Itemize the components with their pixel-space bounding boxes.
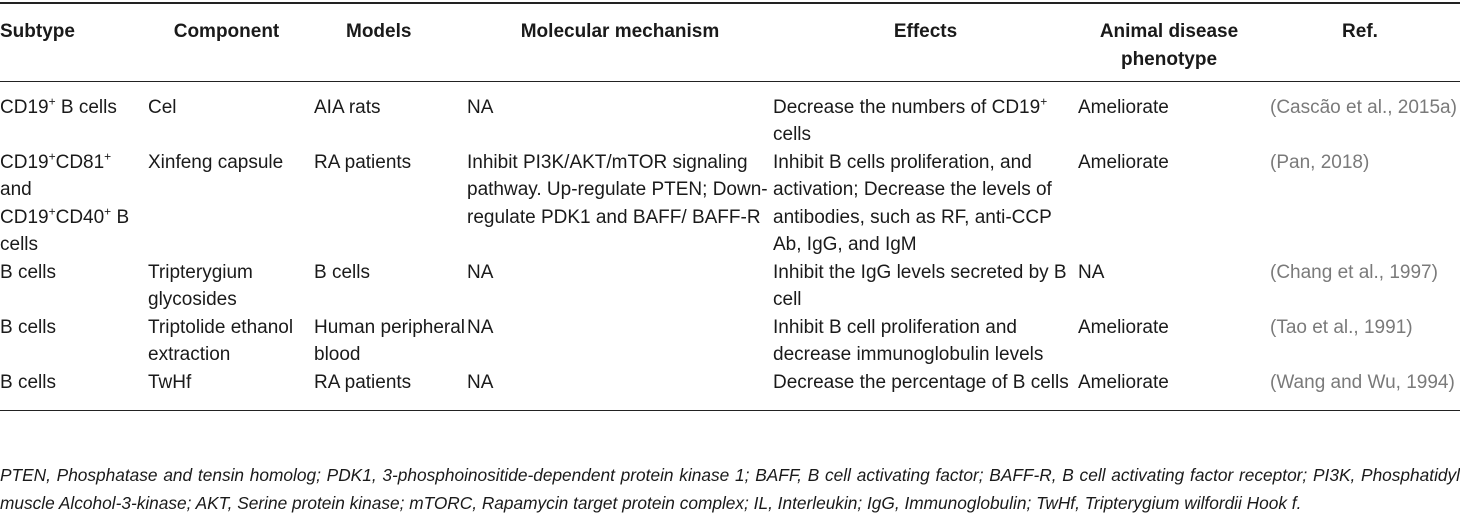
cell-component: Cel [148, 96, 177, 118]
header-effects: Effects [773, 3, 1078, 81]
cell-mechanism: NA [467, 316, 494, 338]
cell-mechanism: NA [467, 369, 773, 411]
table-row [0, 314, 1460, 369]
cell-mechanism: NA [467, 96, 494, 118]
cell-models: RA patients [314, 151, 412, 173]
header-row [0, 3, 1460, 81]
cell-phenotype: NA [1078, 261, 1105, 283]
header-mechanism: Molecular mechanism [467, 3, 773, 81]
cell-phenotype: Ameliorate [1078, 151, 1169, 173]
cell-subtype: CD19+CD81+ and CD19+CD40+ B cells [0, 149, 130, 255]
table-row [0, 259, 1460, 314]
cell-models: B cells [314, 261, 370, 283]
header-phenotype-line2: phenotype [1120, 48, 1218, 70]
cell-effects: Inhibit B cell proliferation and decrease immunoglobulin levels [773, 316, 1044, 365]
cell-subtype: B cells [0, 316, 56, 338]
cell-subtype: B cells [0, 369, 139, 411]
cell-mechanism: NA [467, 261, 494, 283]
cell-effects: Decrease the numbers of CD19+ cells [773, 94, 1048, 145]
cell-effects: Inhibit B cells proliferation, and activation; Decrease the levels of antibodies, such as RF, anti-CCP Ab, IgG, and IgM [773, 151, 1052, 255]
cell-effects: Decrease the percentage of B cells [773, 369, 1078, 411]
table-row [0, 369, 1460, 411]
cell-ref: (Chang et al., 1997) [1270, 261, 1438, 283]
table-row [0, 81, 1460, 149]
cell-phenotype: Ameliorate [1078, 316, 1169, 338]
header-models: Models [314, 3, 467, 81]
cell-subtype: CD19+ B cells [0, 94, 117, 118]
header-phenotype [1078, 3, 1260, 81]
cell-ref: (Cascão et al., 2015a) [1270, 96, 1457, 118]
cell-ref: (Pan, 2018) [1270, 151, 1370, 173]
table-footnote: PTEN, Phosphatase and tensin homolog; PDK1, 3-phosphoinositide-dependent protein kinase 1; BAFF, B cell activating factor; BAFF-R, B cell activating factor receptor; PI3K, Phosphatidyl muscle Alcohol-3-kinase; AKT, Serine protein kinase; mTORC, Rapamycin target protein complex; IL, Interleukin; IgG, Immunoglobulin; TwHf, Tripterygium wilfordii Hook f. [0, 465, 1460, 513]
cell-component: TwHf [139, 369, 314, 411]
data-table [0, 2, 1460, 411]
cell-mechanism: Inhibit PI3K/AKT/mTOR signaling pathway. Up-regulate PTEN; Down-regulate PDK1 and BAFF/ BAFF-R [467, 151, 768, 228]
header-subtype: Subtype [0, 3, 139, 81]
cell-subtype: B cells [0, 261, 56, 283]
header-ref: Ref. [1260, 3, 1460, 81]
table-row [0, 149, 1460, 259]
cell-component: Tripterygium glycosides [148, 261, 253, 310]
cell-ref: (Tao et al., 1991) [1270, 316, 1413, 338]
cell-component: Triptolide ethanol extraction [148, 316, 294, 365]
cell-phenotype: Ameliorate [1078, 369, 1260, 411]
header-component: Component [139, 3, 314, 81]
cell-models: RA patients [314, 369, 467, 411]
cell-component: Xinfeng capsule [148, 151, 284, 173]
cell-models: Human peripheral blood [314, 316, 466, 365]
header-phenotype-line1: Animal disease [1099, 21, 1239, 42]
cell-phenotype: Ameliorate [1078, 96, 1169, 118]
cell-models: AIA rats [314, 96, 381, 118]
cell-ref: (Wang and Wu, 1994) [1260, 369, 1460, 411]
cell-effects: Inhibit the IgG levels secreted by B cell [773, 261, 1067, 310]
